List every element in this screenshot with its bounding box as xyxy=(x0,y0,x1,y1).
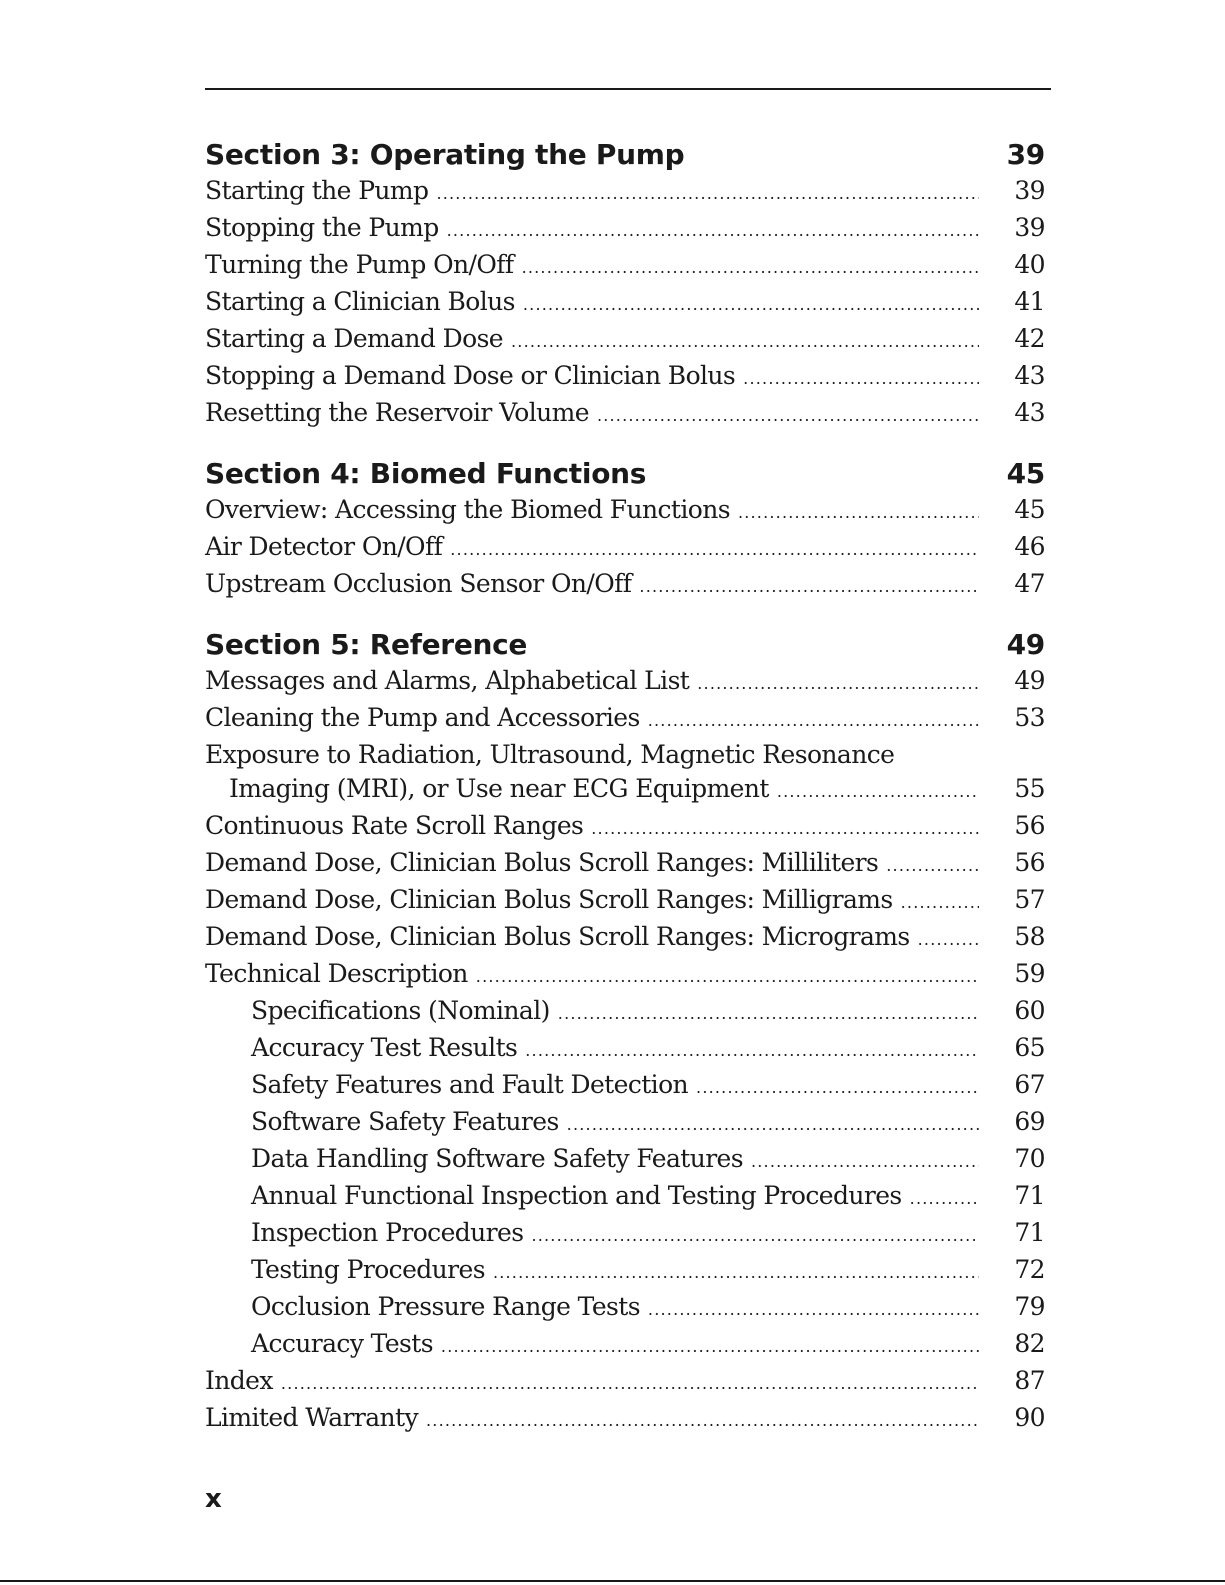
entry-title: Index xyxy=(205,1366,273,1395)
toc-subentry[interactable] xyxy=(205,1105,1045,1142)
dot-leader xyxy=(648,1293,979,1327)
toc-subentry[interactable] xyxy=(205,1179,1045,1216)
entry-title: Starting a Clinician Bolus xyxy=(205,287,515,316)
dot-leader xyxy=(697,667,979,701)
dot-leader xyxy=(738,496,979,530)
entry-title: Resetting the Reservoir Volume xyxy=(205,398,589,427)
section-title: Section 3: Operating the Pump xyxy=(205,138,685,171)
entry-page-number: 39 xyxy=(1014,176,1045,205)
entry-page-number: 79 xyxy=(1014,1292,1045,1321)
dot-leader xyxy=(511,325,979,359)
entry-page-number: 69 xyxy=(1014,1107,1045,1136)
dot-leader xyxy=(523,288,979,322)
entry-title: Starting the Pump xyxy=(205,176,429,205)
top-rule xyxy=(205,88,1051,90)
toc-entry[interactable] xyxy=(205,248,1045,285)
entry-page-number: 42 xyxy=(1014,324,1045,353)
section-heading[interactable] xyxy=(205,626,1045,664)
entry-title: Limited Warranty xyxy=(205,1403,418,1432)
dot-leader xyxy=(493,1256,979,1290)
toc-entry[interactable] xyxy=(205,701,1045,738)
entry-page-number: 59 xyxy=(1014,959,1045,988)
toc-entry[interactable] xyxy=(205,846,1045,883)
entry-page-number: 58 xyxy=(1014,922,1045,951)
dot-leader xyxy=(910,1182,979,1216)
entry-page-number: 39 xyxy=(1014,213,1045,242)
toc-entry-continuation[interactable] xyxy=(205,772,1045,809)
dot-leader xyxy=(743,362,979,396)
toc-subentry[interactable] xyxy=(205,1290,1045,1327)
toc-entry[interactable] xyxy=(205,1401,1045,1438)
entry-page-number: 40 xyxy=(1014,250,1045,279)
entry-title: Technical Description xyxy=(205,959,468,988)
dot-leader xyxy=(696,1071,979,1105)
dot-leader xyxy=(648,704,979,738)
entry-title: Turning the Pump On/Off xyxy=(205,250,514,279)
table-of-contents xyxy=(205,136,1045,1460)
section-title: Section 5: Reference xyxy=(205,628,528,661)
entry-title-continuation: Imaging (MRI), or Use near ECG Equipment xyxy=(229,774,769,803)
entry-page-number: 65 xyxy=(1014,1033,1045,1062)
bottom-rule xyxy=(0,1580,1225,1582)
toc-entry[interactable] xyxy=(205,567,1045,604)
entry-title: Data Handling Software Safety Features xyxy=(251,1144,743,1173)
entry-page-number: 47 xyxy=(1014,569,1045,598)
dot-leader xyxy=(531,1219,979,1253)
entry-page-number: 46 xyxy=(1014,532,1045,561)
toc-entry[interactable] xyxy=(205,174,1045,211)
entry-page-number: 41 xyxy=(1014,287,1045,316)
entry-page-number: 82 xyxy=(1014,1329,1045,1358)
entry-title: Cleaning the Pump and Accessories xyxy=(205,703,640,732)
dot-leader xyxy=(901,886,979,920)
entry-title: Specifications (Nominal) xyxy=(251,996,550,1025)
entry-title: Air Detector On/Off xyxy=(205,532,443,561)
dot-leader xyxy=(886,849,979,883)
entry-page-number: 90 xyxy=(1014,1403,1045,1432)
toc-subentry[interactable] xyxy=(205,1253,1045,1290)
toc-entry[interactable] xyxy=(205,883,1045,920)
dot-leader xyxy=(597,399,979,433)
entry-title: Overview: Accessing the Biomed Functions xyxy=(205,495,730,524)
entry-title: Demand Dose, Clinician Bolus Scroll Ranges: Milligrams xyxy=(205,885,893,914)
entry-page-number: 60 xyxy=(1014,996,1045,1025)
entry-page-number: 43 xyxy=(1014,398,1045,427)
toc-entry[interactable] xyxy=(205,664,1045,701)
entry-title: Annual Functional Inspection and Testing Procedures xyxy=(251,1181,902,1210)
toc-entry[interactable] xyxy=(205,493,1045,530)
entry-title: Safety Features and Fault Detection xyxy=(251,1070,689,1099)
toc-section-4 xyxy=(205,455,1045,604)
section-heading[interactable] xyxy=(205,455,1045,493)
dot-leader xyxy=(918,923,979,957)
dot-leader xyxy=(522,251,979,285)
toc-entry[interactable] xyxy=(205,396,1045,433)
dot-leader xyxy=(639,570,979,604)
dot-leader xyxy=(447,214,979,248)
toc-section-3 xyxy=(205,136,1045,433)
toc-subentry[interactable] xyxy=(205,1031,1045,1068)
dot-leader xyxy=(441,1330,979,1364)
entry-title: Accuracy Tests xyxy=(251,1329,433,1358)
toc-subentry[interactable] xyxy=(205,1327,1045,1364)
entry-page-number: 45 xyxy=(1014,495,1045,524)
dot-leader xyxy=(567,1108,979,1142)
toc-entry[interactable] xyxy=(205,322,1045,359)
section-title: Section 4: Biomed Functions xyxy=(205,457,647,490)
entry-title: Occlusion Pressure Range Tests xyxy=(251,1292,640,1321)
toc-entry[interactable] xyxy=(205,530,1045,567)
toc-entry[interactable] xyxy=(205,359,1045,396)
section-heading[interactable] xyxy=(205,136,1045,174)
entry-page-number: 56 xyxy=(1014,811,1045,840)
entry-page-number: 87 xyxy=(1014,1366,1045,1395)
section-page-number: 49 xyxy=(1006,628,1045,661)
toc-entry[interactable] xyxy=(205,285,1045,322)
dot-leader xyxy=(558,997,979,1031)
dot-leader xyxy=(591,812,979,846)
entry-title: Messages and Alarms, Alphabetical List xyxy=(205,666,690,695)
toc-entry[interactable] xyxy=(205,920,1045,957)
entry-page-number: 71 xyxy=(1014,1181,1045,1210)
toc-entry[interactable] xyxy=(205,809,1045,846)
entry-title: Software Safety Features xyxy=(251,1107,559,1136)
entry-page-number: 71 xyxy=(1014,1218,1045,1247)
entry-title: Starting a Demand Dose xyxy=(205,324,503,353)
entry-title: Stopping a Demand Dose or Clinician Bolus xyxy=(205,361,736,390)
entry-page-number: 43 xyxy=(1014,361,1045,390)
toc-entry-first-line[interactable] xyxy=(205,738,1045,772)
entry-page-number: 67 xyxy=(1014,1070,1045,1099)
entry-title: Accuracy Test Results xyxy=(251,1033,518,1062)
dot-leader xyxy=(426,1404,979,1438)
entry-page-number: 57 xyxy=(1014,885,1045,914)
toc-entry[interactable] xyxy=(205,211,1045,248)
toc-subentry[interactable] xyxy=(205,1068,1045,1105)
entry-title: Testing Procedures xyxy=(251,1255,485,1284)
entry-title: Demand Dose, Clinician Bolus Scroll Ranges: Micrograms xyxy=(205,922,910,951)
entry-title: Demand Dose, Clinician Bolus Scroll Ranges: Milliliters xyxy=(205,848,879,877)
page-folio: x xyxy=(205,1484,222,1514)
dot-leader xyxy=(777,775,979,809)
dot-leader xyxy=(476,960,979,994)
dot-leader xyxy=(751,1145,979,1179)
entry-page-number: 70 xyxy=(1014,1144,1045,1173)
toc-subentry[interactable] xyxy=(205,994,1045,1031)
dot-leader xyxy=(436,177,979,211)
entry-page-number: 53 xyxy=(1014,703,1045,732)
toc-subentry[interactable] xyxy=(205,1142,1045,1179)
toc-entry[interactable] xyxy=(205,957,1045,994)
dot-leader xyxy=(450,533,979,567)
section-page-number: 39 xyxy=(1006,138,1045,171)
dot-leader xyxy=(281,1367,979,1401)
dot-leader xyxy=(525,1034,979,1068)
entry-page-number: 49 xyxy=(1014,666,1045,695)
section-page-number: 45 xyxy=(1006,457,1045,490)
toc-subentry[interactable] xyxy=(205,1216,1045,1253)
entry-title: Upstream Occlusion Sensor On/Off xyxy=(205,569,632,598)
entry-title: Exposure to Radiation, Ultrasound, Magnetic Resonance xyxy=(205,740,895,769)
entry-title: Continuous Rate Scroll Ranges xyxy=(205,811,584,840)
entry-title: Inspection Procedures xyxy=(251,1218,524,1247)
entry-title: Stopping the Pump xyxy=(205,213,439,242)
entry-page-number: 72 xyxy=(1014,1255,1045,1284)
entry-page-number: 56 xyxy=(1014,848,1045,877)
toc-entry[interactable] xyxy=(205,1364,1045,1401)
toc-section-5 xyxy=(205,626,1045,1438)
entry-page-number: 55 xyxy=(1014,774,1045,803)
